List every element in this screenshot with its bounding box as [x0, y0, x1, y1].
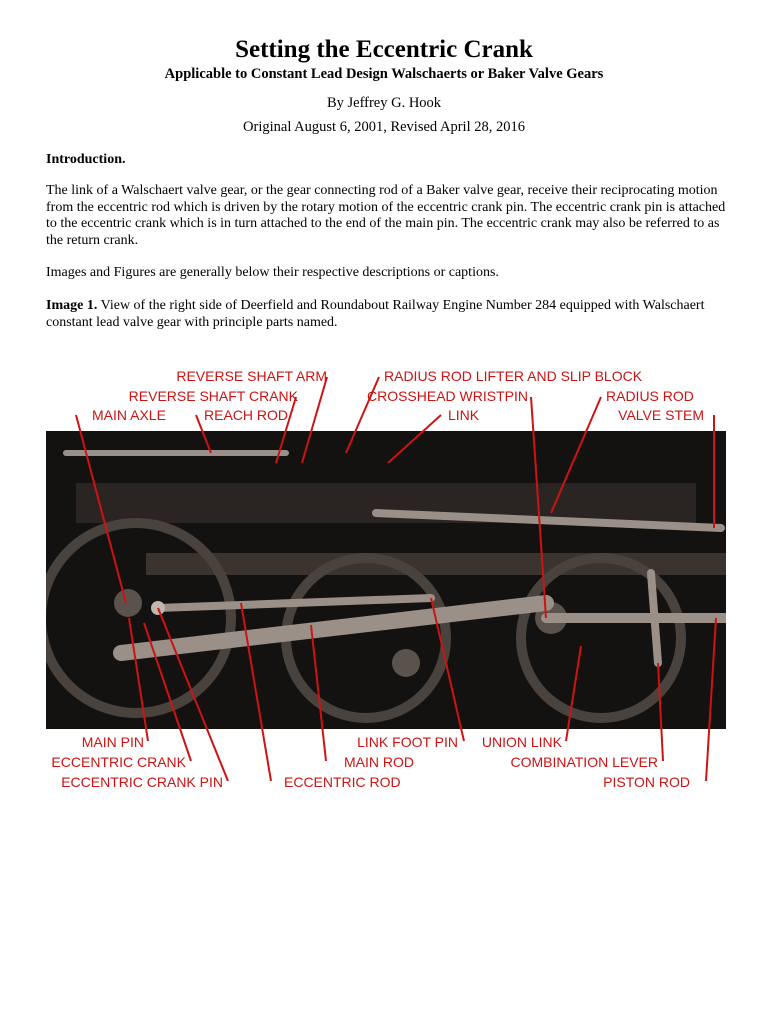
label-radius-rod-lifter: RADIUS ROD LIFTER AND SLIP BLOCK: [384, 368, 643, 384]
page-subtitle: Applicable to Constant Lead Design Walschaerts or Baker Valve Gears: [164, 66, 604, 82]
locomotive-valve-gear-figure: [46, 363, 726, 793]
locomotive-photo: [46, 431, 726, 729]
label-link-foot-pin: LINK FOOT PIN: [357, 734, 458, 750]
label-eccentric-rod: ECCENTRIC ROD: [284, 774, 401, 790]
label-valve-stem: VALVE STEM: [618, 407, 704, 423]
label-reverse-shaft-arm: REVERSE SHAFT ARM: [176, 368, 327, 384]
author-byline: By Jeffrey G. Hook: [326, 95, 442, 111]
label-main-axle: MAIN AXLE: [92, 407, 166, 423]
label-radius-rod: RADIUS ROD: [606, 388, 694, 404]
revision-dates: Original August 6, 2001, Revised April 28, 2016: [243, 119, 525, 135]
images-note-paragraph: Images and Figures are generally below their respective descriptions or captions.: [46, 265, 499, 280]
intro-paragraph: The link of a Walschaert valve gear, or the gear connecting rod of a Baker valve gear, receive their reciprocating motion from the eccentric rod which is driven by the rotary motion of the eccentric crank pin. The eccentric crank pin is attached to the eccentric crank which is in turn attached to the end of the main pin. The eccentric crank may also be referred to as the return crank.: [46, 183, 726, 248]
label-piston-rod: PISTON ROD: [603, 774, 690, 790]
image-caption: [46, 298, 726, 331]
label-crosshead-wristpin: CROSSHEAD WRISTPIN: [366, 388, 528, 404]
label-link: LINK: [448, 407, 480, 423]
introduction-heading: Introduction.: [46, 152, 126, 167]
main-axle-hub: [114, 589, 142, 617]
label-main-rod: MAIN ROD: [344, 754, 414, 770]
wheel-hub-center: [392, 649, 420, 677]
label-combination-lever: COMBINATION LEVER: [510, 754, 658, 770]
label-main-pin: MAIN PIN: [81, 734, 144, 750]
label-eccentric-crank: ECCENTRIC CRANK: [51, 754, 186, 770]
image-caption-label: Image 1.: [46, 298, 98, 313]
label-union-link: UNION LINK: [481, 734, 562, 750]
image-caption-text: View of the right side of Deerfield and Roundabout Railway Engine Number 284 equipped with Walschaert constant lead valve gear with principle parts named.: [46, 298, 705, 330]
label-reach-rod: REACH ROD: [204, 407, 289, 423]
label-reverse-shaft-crank: REVERSE SHAFT CRANK: [128, 388, 298, 404]
label-eccentric-crank-pin: ECCENTRIC CRANK PIN: [61, 774, 223, 790]
page-title: Setting the Eccentric Crank: [235, 36, 533, 63]
